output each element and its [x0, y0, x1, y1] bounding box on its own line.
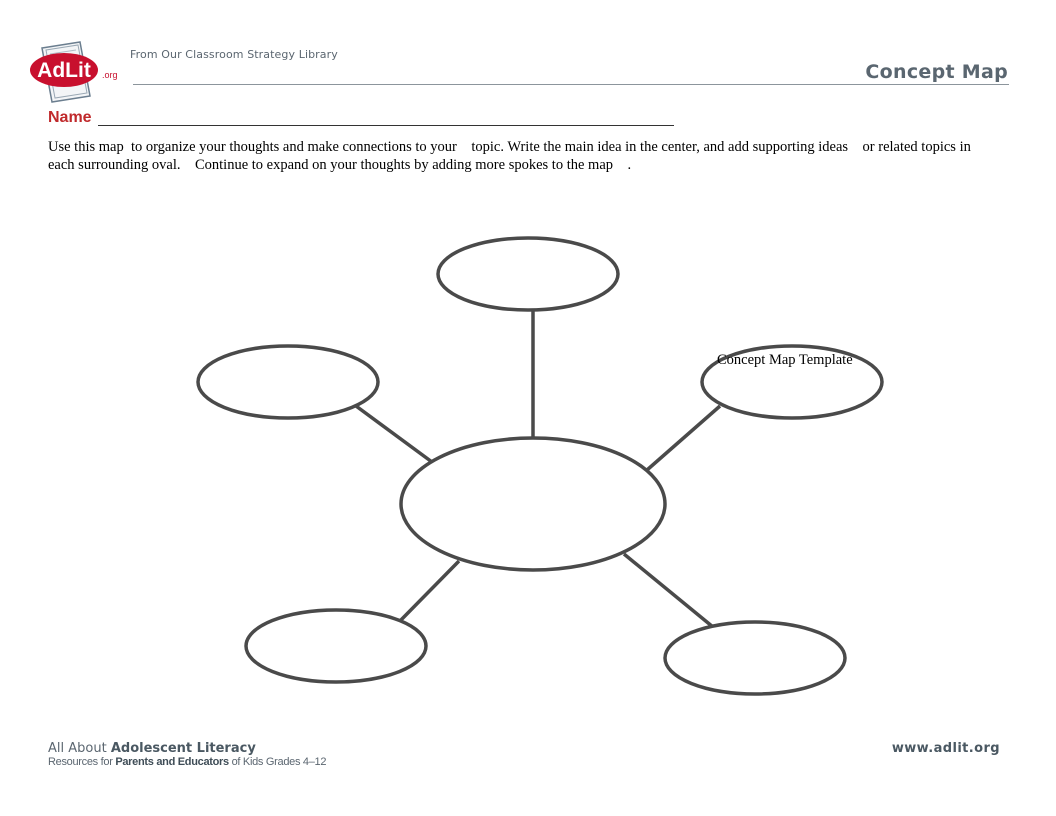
oval-lower-left[interactable] [246, 610, 426, 682]
spoke-upper-right [647, 406, 720, 470]
resources-emphasis: Parents and Educators [115, 756, 229, 768]
footer-brand: Adolescent Literacy [110, 741, 256, 756]
site-url-link[interactable]: www.adlit.org [891, 741, 1000, 756]
library-label: From Our Classroom Strategy Library [130, 48, 338, 61]
oval-upper-left[interactable] [198, 346, 378, 418]
oval-center-main-idea[interactable] [401, 438, 665, 570]
oval-top[interactable] [438, 238, 618, 310]
spoke-lower-left [399, 561, 459, 622]
resources-prefix: Resources for [48, 756, 116, 768]
logo-suffix: .org [102, 70, 118, 80]
logo-text: AdLit [37, 59, 91, 82]
page-title: Concept Map [865, 61, 1008, 83]
resources-suffix: of Kids Grades 4–12 [228, 756, 327, 768]
footer-resources [48, 756, 326, 768]
name-label: Name [48, 109, 92, 126]
footer-prefix: All About [48, 741, 111, 756]
spoke-upper-left [356, 406, 432, 462]
spoke-lower-right [624, 554, 713, 627]
template-label: Concept Map Template [717, 352, 853, 368]
oval-lower-right[interactable] [665, 622, 845, 694]
instructions-text: Use this map to organize your thoughts and make connections to your topic. Write the main idea in the center, and add supporting ideas or related topics in each surrounding oval. Continue to expand on your thoughts by adding more spokes to the map . [48, 139, 975, 173]
footer-tagline [48, 741, 256, 756]
